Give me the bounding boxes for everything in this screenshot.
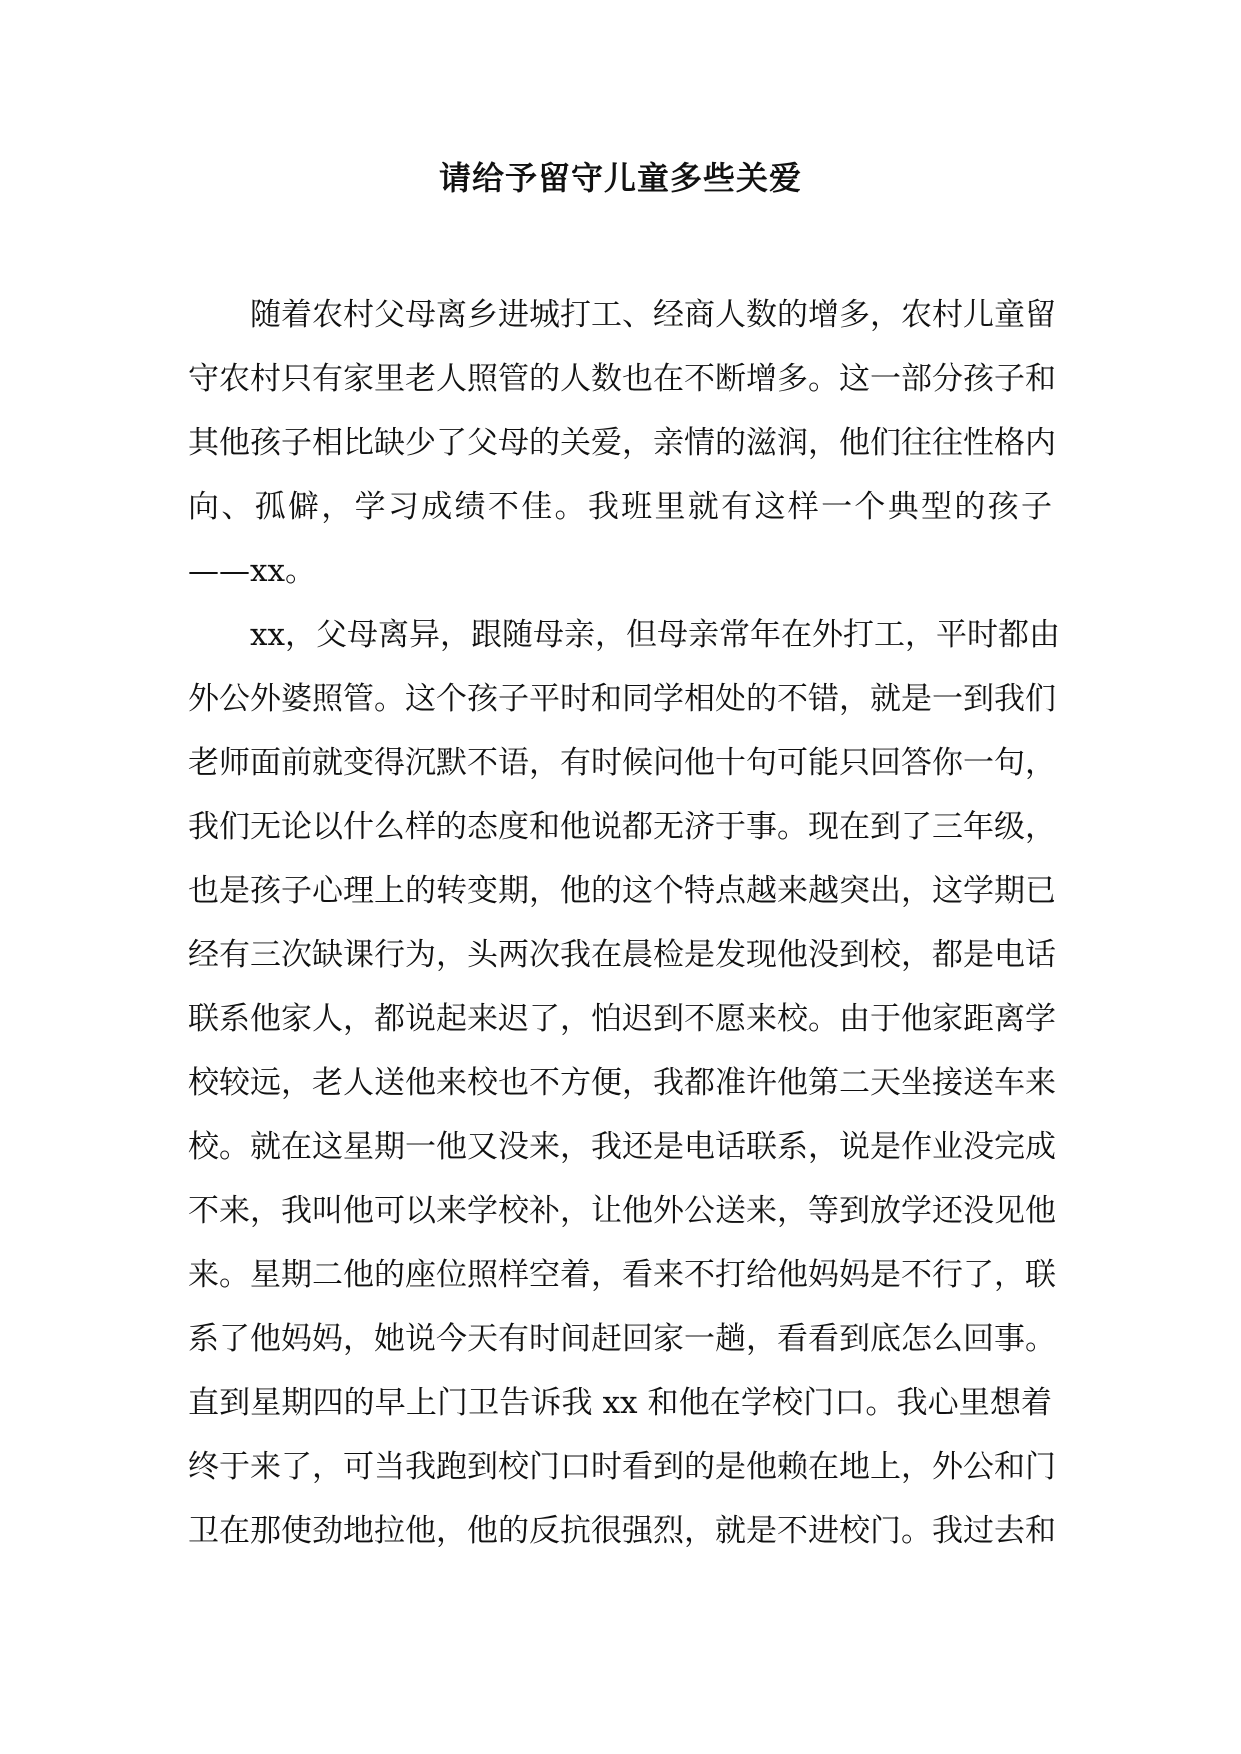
paragraph-2-line-14: 终于来了，可当我跑到校门口时看到的是他赖在地上，外公和门 xyxy=(188,1449,1056,1485)
paragraph-2-line-8: 校较远，老人送他来校也不方便，我都准许他第二天坐接送车来 xyxy=(188,1065,1056,1101)
paragraph-2-line-10: 不来，我叫他可以来学校补，让他外公送来，等到放学还没见他 xyxy=(188,1193,1056,1229)
paragraph-2-line-6: 经有三次缺课行为，头两次我在晨检是发现他没到校，都是电话 xyxy=(188,937,1056,973)
paragraph-2-line-5: 也是孩子心理上的转变期，他的这个特点越来越突出，这学期已 xyxy=(188,873,1056,909)
document-title: 请给予留守儿童多些关爱 xyxy=(438,159,802,197)
paragraph-2-line-2: 外公外婆照管。这个孩子平时和同学相处的不错，就是一到我们 xyxy=(188,681,1056,717)
document-body xyxy=(188,283,1060,1563)
paragraph-1-line-4: 向、孤僻，学习成绩不佳。我班里就有这样一个典型的孩子 xyxy=(188,489,1052,525)
paragraph-2-line-4: 我们无论以什么样的态度和他说都无济于事。现在到了三年级， xyxy=(188,809,1056,845)
paragraph-2-line-13: 直到星期四的早上门卫告诉我 xx 和他在学校门口。我心里想着 xyxy=(188,1385,1052,1421)
paragraph-2-line-12: 系了他妈妈，她说今天有时间赶回家一趟，看看到底怎么回事。 xyxy=(188,1321,1056,1357)
paragraph-2-line-15: 卫在那使劲地拉他，他的反抗很强烈，就是不进校门。我过去和 xyxy=(188,1513,1056,1549)
paragraph-1-line-3: 其他孩子相比缺少了父母的关爱，亲情的滋润，他们往往性格内 xyxy=(188,425,1056,461)
paragraph-2-line-1: xx，父母离异，跟随母亲，但母亲常年在外打工，平时都由 xyxy=(250,617,1060,653)
paragraph-2-line-3: 老师面前就变得沉默不语，有时候问他十句可能只回答你一句， xyxy=(188,745,1056,781)
paragraph-2-line-11: 来。星期二他的座位照样空着，看来不打给他妈妈是不行了，联 xyxy=(188,1257,1056,1293)
paragraph-2-line-9: 校。就在这星期一他又没来，我还是电话联系，说是作业没完成 xyxy=(188,1129,1056,1165)
paragraph-1-line-5: ——xx。 xyxy=(188,553,316,589)
paragraph-1-line-2: 守农村只有家里老人照管的人数也在不断增多。这一部分孩子和 xyxy=(188,361,1056,397)
paragraph-2-line-7: 联系他家人，都说起来迟了，怕迟到不愿来校。由于他家距离学 xyxy=(188,1001,1056,1037)
paragraph-1-line-1: 随着农村父母离乡进城打工、经商人数的增多，农村儿童留 xyxy=(250,297,1056,333)
